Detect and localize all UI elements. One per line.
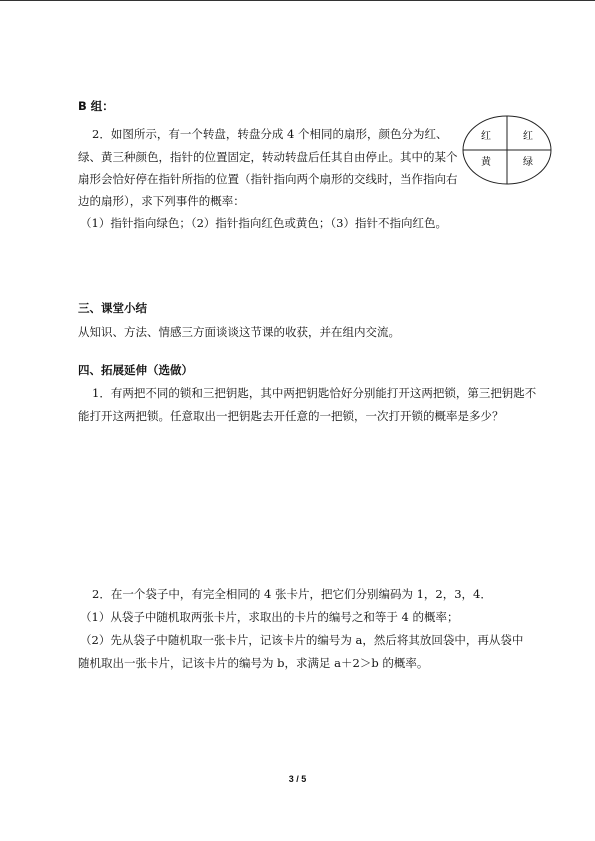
spinner-label-top-left: 红 [481, 131, 491, 142]
q2-parts: （1）指针指向绿色；（2）指针指向红色或黄色；（3）指针不指向红色。 [80, 216, 447, 230]
q2-line-4: 边的扇形），求下列事件的概率： [78, 194, 245, 208]
page-number: 3 / 5 [288, 774, 307, 784]
spinner-label-bottom-right: 绿 [523, 157, 533, 168]
q2-line-2: 绿、黄三种颜色，指针的位置固定，转动转盘后任其自由停止。其中的某个 [78, 150, 458, 164]
section-b-heading: B 组： [78, 99, 114, 113]
section-4-heading: 四、拓展延伸（选做） [78, 363, 193, 377]
s4-q2-line-4: 随机取出一张卡片，记该卡片的编号为 b，求满足 a＋2＞b 的概率。 [78, 656, 429, 670]
page-top-rule [0, 0, 595, 1]
s4-q1-line-2: 能打开这两把锁。任意取出一把钥匙去开任意的一把锁，一次打开锁的概率是多少？ [78, 409, 504, 423]
spinner-label-top-right: 红 [523, 131, 533, 142]
section-3-heading: 三、课堂小结 [78, 301, 147, 315]
s4-q2-line-2: （1）从袋子中随机取两张卡片，求取出的卡片的编号之和等于 4 的概率； [80, 610, 459, 624]
q2-line-3: 扇形会恰好停在指针所指的位置（指针指向两个扇形的交线时，当作指向右 [78, 172, 458, 186]
s4-q2-line-3: （2）先从袋子中随机取一张卡片，记该卡片的编号为 a，然后将其放回袋中，再从袋中 [80, 633, 524, 647]
spinner-label-bottom-left: 黄 [481, 157, 491, 168]
s4-q2-line-1: 2．在一个袋子中，有完全相同的 4 张卡片，把它们分别编码为 1，2，3，4． [92, 587, 492, 601]
spinner-diagram [462, 115, 552, 185]
section-3-text: 从知识、方法、情感三方面谈谈这节课的收获，并在组内交流。 [78, 325, 400, 339]
s4-q1-line-1: 1．有两把不同的锁和三把钥匙，其中两把钥匙恰好分别能打开这两把锁，第三把钥匙不 [92, 386, 537, 400]
q2-line-1: 2．如图所示，有一个转盘，转盘分成 4 个相同的扇形，颜色分为红、 [92, 127, 448, 141]
